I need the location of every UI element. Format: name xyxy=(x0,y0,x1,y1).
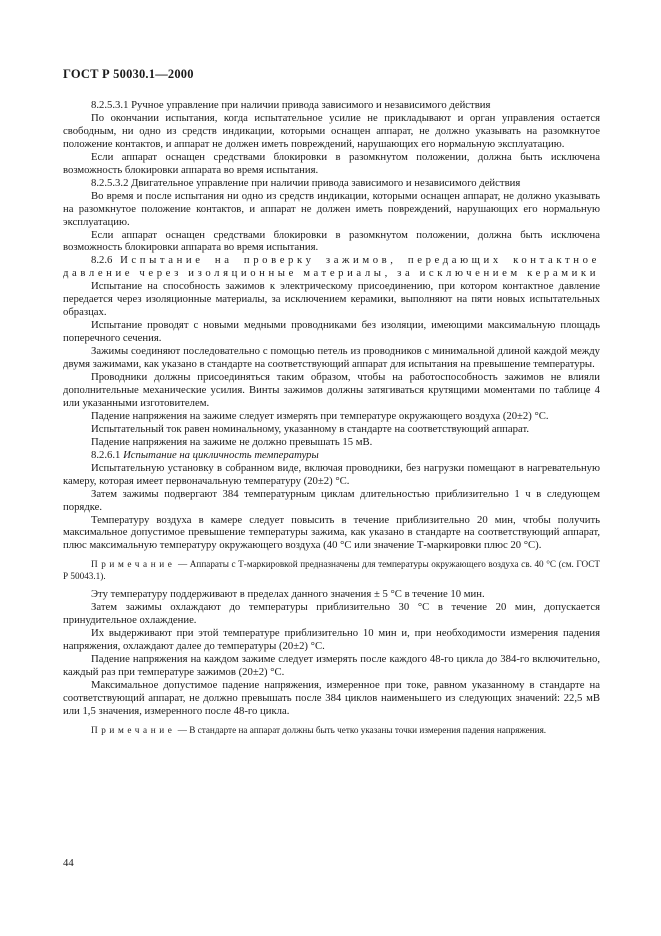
note xyxy=(63,558,600,582)
paragraph: Если аппарат оснащен средствами блокировки в разомкнутом положении, должна быть исключена возможность блокировки аппарата во время испытания. xyxy=(63,228,600,254)
note-text: — Аппараты с Т-маркировкой предназначены для температуры окружающего воздуха св. 40 °С (см. ГОСТ Р 50043.1). xyxy=(63,559,600,582)
paragraph: Падение напряжения на каждом зажиме следует измерять после каждого 48-го цикла до 384-го включительно, каждый раз при температуре зажимов (20±2) °С. xyxy=(63,653,600,679)
paragraph: Эту температуру поддерживают в пределах данного значения ± 5 °С в течение 10 мин. xyxy=(91,588,485,601)
section-number: 8.2.6 xyxy=(91,254,113,267)
paragraph: Во время и после испытания ни одно из средств индикации, которыми оснащен аппарат, не должно указывать на разомкнутое положение контактов, и аппарат не должен иметь повреждений, нарушающих его нормальную эксплуатацию. xyxy=(63,189,600,228)
paragraph: Падение напряжения на зажиме не должно превышать 15 мВ. xyxy=(91,435,373,448)
section-title: Испытание на проверку зажимов, передающих контактное давление через изоляционные материалы, за исключением керамики xyxy=(63,254,601,280)
paragraph: Температуру воздуха в камере следует повысить в течение приблизительно 20 мин, чтобы получить максимальное допустимое превышение температуры зажима, как указано в стандарте на соответствующий аппарат, плюс максимальную температуру окружающего воздуха (40 °С или значение Т-маркировки плюс 20 °С). xyxy=(63,513,600,552)
note-label: Примечание xyxy=(91,559,176,570)
paragraph: Их выдерживают при этой температуре приблизительно 10 мин и, при необходимости измерения падения напряжения, охлаждают далее до температуры (20±2) °С. xyxy=(63,627,600,653)
paragraph: Затем зажимы охлаждают до температуры приблизительно 30 °С в течение 20 мин, допускается принудительное охлаждение. xyxy=(63,601,600,627)
document-header: ГОСТ Р 50030.1—2000 xyxy=(63,67,194,81)
paragraph: Испытательный ток равен номинальному, указанному в стандарте на соответствующий аппарат. xyxy=(91,422,529,435)
subsection-title: Испытание на цикличность температуры xyxy=(123,448,319,461)
page-number: 44 xyxy=(63,857,74,869)
paragraph: Максимальное допустимое падение напряжения, измеренное при токе, равном указанному в стандарте на соответствующий аппарат, не должно превышать после 384 циклов наименьшего из следующих значений: 22,5 мВ или 1,5 значения, измеренного после 48-го цикла. xyxy=(63,679,600,717)
paragraph: Испытательную установку в собранном виде, включая проводники, без нагрузки помещают в нагревательную камеру, которая имеет первоначальную температуру (20±2) °С. xyxy=(63,461,600,487)
section-heading xyxy=(63,254,600,280)
paragraph: Затем зажимы подвергают 384 температурным циклам длительностью приблизительно 1 ч в следующем порядке. xyxy=(63,487,600,513)
paragraph: Зажимы соединяют последовательно с помощью петель из проводников с минимальной длиной каждой между двумя зажимами, как указано в стандарте на соответствующий аппарат для испытания на превышение температуры. xyxy=(63,345,600,371)
paragraph: Если аппарат оснащен средствами блокировки в разомкнутом положении, должна быть исключена возможность блокировки аппарата во время испытания. xyxy=(63,150,600,176)
paragraph: Испытание проводят с новыми медными проводниками без изоляции, имеющими максимальную площадь поперечного сечения. xyxy=(63,319,600,345)
subsection-heading xyxy=(63,449,600,462)
paragraph: Падение напряжения на зажиме следует измерять при температуре окружающего воздуха (20±2) °С. xyxy=(91,409,549,422)
paragraph: По окончании испытания, когда испытательное усилие не прикладывают и орган управления остается свободным, ни одно из средств индикации, которыми оснащен аппарат, не должно указывать на разомкнутое положение контактов, и аппарат не должен иметь повреждений, нарушающих его нормальную эксплуатацию. xyxy=(63,111,600,150)
document-body xyxy=(63,99,600,742)
paragraph: Проводники должны присоединяться таким образом, чтобы на работоспособность зажимов не влияли дополнительные механические усилия. Винты зажимов должны затягиваться крутящими моментами по таблице 4 или указанными изготовителем. xyxy=(63,371,600,409)
note-text: — В стандарте на аппарат должны быть четко указаны точки измерения падения напряжения. xyxy=(175,724,547,735)
subsection-number: 8.2.6.1 xyxy=(91,448,121,461)
paragraph: 8.2.5.3.1 Ручное управление при наличии привода зависимого и независимого действия xyxy=(91,99,491,111)
note-label: Примечание xyxy=(91,724,176,735)
paragraph: 8.2.5.3.2 Двигательное управление при наличии привода зависимого и независимого действия xyxy=(91,176,521,189)
note xyxy=(63,724,600,736)
paragraph: Испытание на способность зажимов к электрическому присоединению, при котором контактное давление передается через изоляционные материалы, за исключением керамики, выполняют на пяти новых испытательных образцах. xyxy=(63,280,600,319)
